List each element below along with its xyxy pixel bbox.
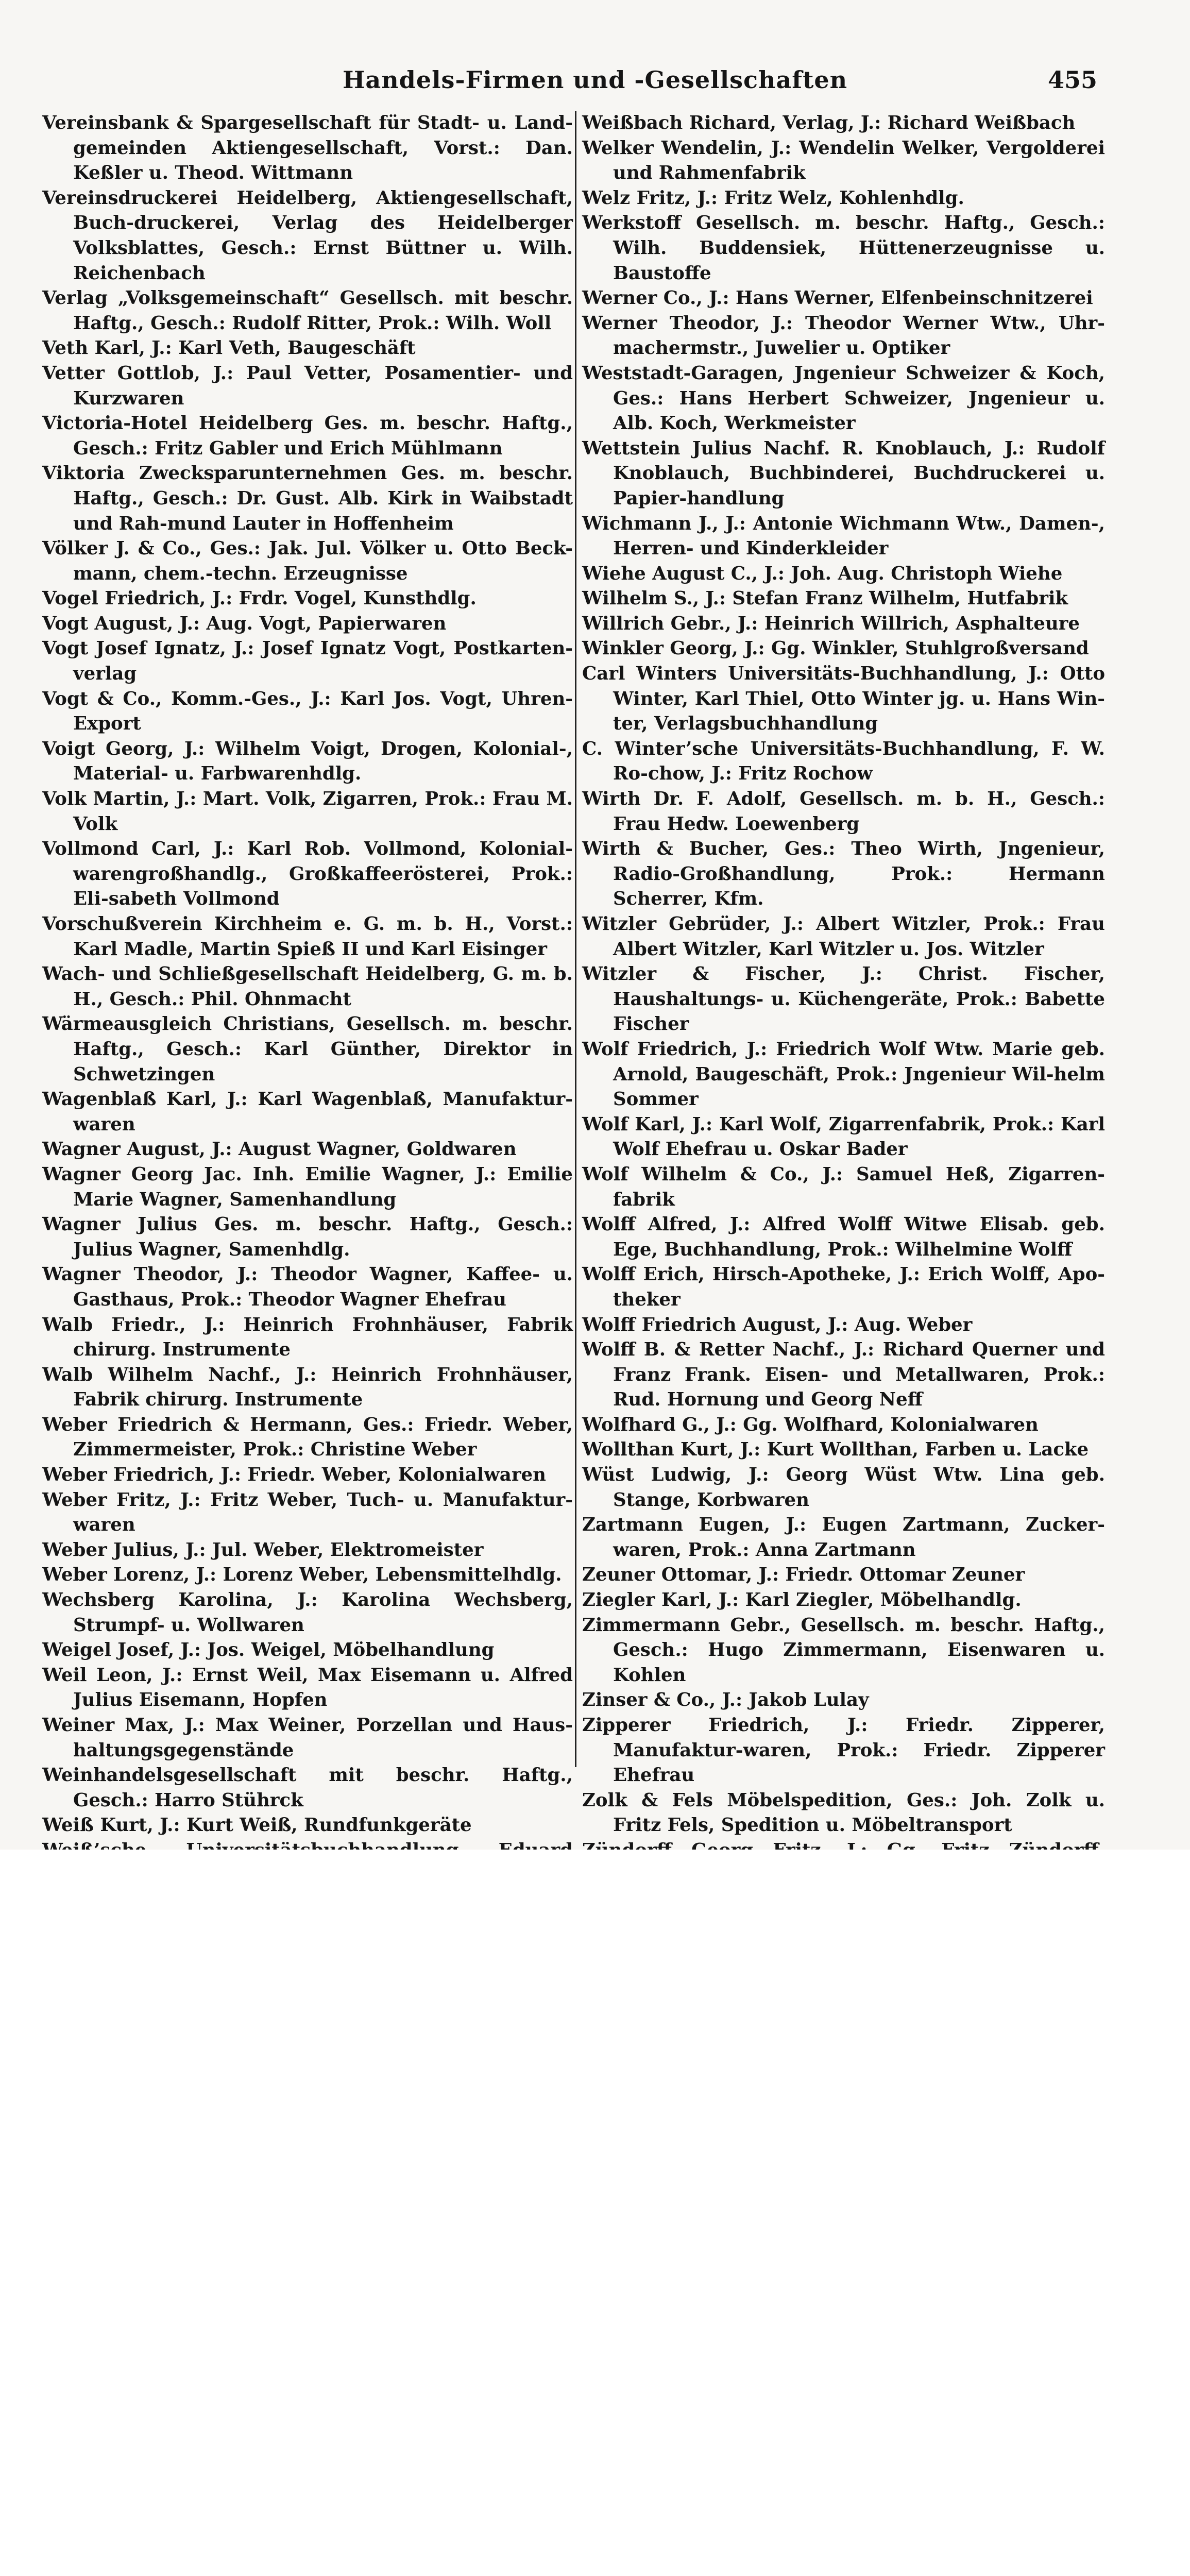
directory-entry: Zartmann Eugen, J.: Eugen Zartmann, Zucker-waren, Prok.: Anna Zartmann: [582, 1514, 1105, 1561]
directory-entry: Victoria-Hotel Heidelberg Ges. m. beschr. Haftg., Gesch.: Fritz Gabler und Erich Mühlmann: [42, 413, 573, 459]
directory-entry: Völker J. & Co., Ges.: Jak. Jul. Völker u. Otto Beck-mann, chem.-techn. Erzeugnisse: [42, 538, 573, 584]
directory-entry: Vereinsbank & Spargesellschaft für Stadt- u. Land-gemeinden Aktiengesellschaft, Vorst.: Dan. Keßler u. Theod. Wittmann: [42, 112, 573, 184]
directory-entry: Weber Lorenz, J.: Lorenz Weber, Lebensmittelhdlg.: [42, 1564, 562, 1586]
directory-entry: Weber Julius, J.: Jul. Weber, Elektromeister: [42, 1539, 484, 1561]
directory-entry: Vereinsdruckerei Heidelberg, Aktiengesellschaft, Buch-druckerei, Verlag des Heidelberger Volksblattes, Gesch.: Ernst Büttner u. Wilh. Reichenbach: [42, 187, 573, 284]
directory-entry: Weber Fritz, J.: Fritz Weber, Tuch- u. Manufaktur-waren: [42, 1489, 573, 1536]
directory-entry: Weiß Kurt, J.: Kurt Weiß, Rundfunkgeräte: [42, 1815, 472, 1836]
directory-entry: Zimmermann Gebr., Gesellsch. m. beschr. Haftg., Gesch.: Hugo Zimmermann, Eisenwaren u. Kohlen: [582, 1614, 1105, 1686]
directory-entry: Voigt Georg, J.: Wilhelm Voigt, Drogen, Kolonial-, Material- u. Farbwarenhdlg.: [42, 738, 573, 785]
page-header-title: Handels-Firmen und -Gesellschaften: [342, 66, 848, 94]
directory-entry: Wolff Alfred, J.: Alfred Wolff Witwe Elisab. geb. Ege, Buchhandlung, Prok.: Wilhelmine Wolff: [582, 1214, 1105, 1260]
directory-entry: Vogel Friedrich, J.: Frdr. Vogel, Kunsthdlg.: [42, 588, 477, 609]
directory-entry: Wüst Ludwig, J.: Georg Wüst Wtw. Lina geb. Stange, Korbwaren: [582, 1464, 1105, 1511]
directory-entry: Zeuner Ottomar, J.: Friedr. Ottomar Zeuner: [582, 1564, 1025, 1586]
directory-entry: Vollmond Carl, J.: Karl Rob. Vollmond, Kolonial-warengroßhandlg., Großkaffeerösterei, Prok.: Eli-sabeth Vollmond: [42, 838, 573, 910]
directory-entry: Weißbach Richard, Verlag, J.: Richard Weißbach: [582, 112, 1076, 133]
directory-entry: Wagner Julius Ges. m. beschr. Haftg., Gesch.: Julius Wagner, Samenhdlg.: [42, 1214, 573, 1260]
directory-entry: Vorschußverein Kirchheim e. G. m. b. H., Vorst.: Karl Madle, Martin Spieß II und Karl Eisinger: [42, 913, 573, 960]
directory-entry: Weiner Max, J.: Max Weiner, Porzellan und Haus-haltungsgegenstände: [42, 1715, 573, 1761]
directory-entry: Wiehe August C., J.: Joh. Aug. Christoph Wiehe: [582, 563, 1063, 584]
directory-entry: Walb Friedr., J.: Heinrich Frohnhäuser, Fabrik chirurg. Instrumente: [42, 1314, 573, 1361]
directory-entry: Witzler & Fischer, J.: Christ. Fischer, Haushaltungs- u. Küchengeräte, Prok.: Babette Fischer: [582, 963, 1105, 1035]
directory-entry: Wolff Friedrich August, J.: Aug. Weber: [582, 1314, 973, 1335]
directory-entry: Veth Karl, J.: Karl Veth, Baugeschäft: [42, 337, 416, 359]
directory-entry: C. Winter’sche Universitäts-Buchhandlung, F. W. Ro-chow, J.: Fritz Rochow: [582, 738, 1105, 785]
directory-entry: Carl Winters Universitäts-Buchhandlung, J.: Otto Winter, Karl Thiel, Otto Winter jg. u. Hans Win-ter, Verlagsbuchhandlung: [582, 663, 1105, 735]
directory-entry: Viktoria Zwecksparunternehmen Ges. m. beschr. Haftg., Gesch.: Dr. Gust. Alb. Kirk in Waibstadt und Rah-mund Lauter in Hoffenheim: [42, 463, 573, 534]
directory-entry: Wagner August, J.: August Wagner, Goldwaren: [42, 1139, 517, 1160]
directory-entry: Weber Friedrich & Hermann, Ges.: Friedr. Weber, Zimmermeister, Prok.: Christine Weber: [42, 1414, 573, 1461]
directory-entry: Verlag „Volksgemeinschaft“ Gesellsch. mit beschr. Haftg., Gesch.: Rudolf Ritter, Prok.: Wilh. Woll: [42, 287, 573, 334]
page-number: 455: [1047, 66, 1097, 94]
directory-entry: Volk Martin, J.: Mart. Volk, Zigarren, Prok.: Frau M. Volk: [42, 788, 573, 835]
directory-entry: Wolf Karl, J.: Karl Wolf, Zigarrenfabrik, Prok.: Karl Wolf Ehefrau u. Oskar Bader: [582, 1113, 1105, 1160]
directory-entry: Wolf Friedrich, J.: Friedrich Wolf Wtw. Marie geb. Arnold, Baugeschäft, Prok.: Jngenieur Wil-helm Sommer: [582, 1038, 1105, 1110]
directory-entry: Wolf Wilhelm & Co., J.: Samuel Heß, Zigarren-fabrik: [582, 1163, 1105, 1210]
directory-entry: Werner Co., J.: Hans Werner, Elfenbeinschnitzerei: [582, 287, 1093, 309]
directory-entry: Werner Theodor, J.: Theodor Werner Wtw., Uhr-machermstr., Juwelier u. Optiker: [582, 312, 1105, 359]
directory-entry: Wichmann J., J.: Antonie Wichmann Wtw., Damen-, Herren- und Kinderkleider: [582, 513, 1105, 560]
directory-entry: Wolff Erich, Hirsch-Apotheke, J.: Erich Wolff, Apo-theker: [582, 1264, 1105, 1310]
directory-entry: Vogt August, J.: Aug. Vogt, Papierwaren: [42, 613, 447, 634]
right-column: [582, 111, 1105, 1938]
directory-entry: Vetter Gottlob, J.: Paul Vetter, Posamentier- und Kurzwaren: [42, 362, 573, 409]
directory-entry: Wettstein Julius Nachf. R. Knoblauch, J.: Rudolf Knoblauch, Buchbinderei, Buchdruckerei u. Papier-handlung: [582, 437, 1105, 509]
directory-entry: Wirth Dr. F. Adolf, Gesellsch. m. b. H., Gesch.: Frau Hedw. Loewenberg: [582, 788, 1105, 835]
directory-entry: Vogt & Co., Komm.-Ges., J.: Karl Jos. Vogt, Uhren-Export: [42, 688, 573, 735]
directory-entry: Weststadt-Garagen, Jngenieur Schweizer & Koch, Ges.: Hans Herbert Schweizer, Jngenieur u. Alb. Koch, Werkmeister: [582, 362, 1105, 434]
directory-entry: Zipperer Friedrich, J.: Friedr. Zipperer, Manufaktur-waren, Prok.: Friedr. Zipperer Ehefrau: [582, 1715, 1105, 1786]
column-divider: [575, 111, 576, 1767]
directory-entry: Ziegler Karl, J.: Karl Ziegler, Möbelhandlg.: [582, 1589, 1022, 1611]
directory-entry: Vogt Josef Ignatz, J.: Josef Ignatz Vogt, Postkarten-verlag: [42, 638, 573, 685]
directory-entry: Werkstoff Gesellsch. m. beschr. Haftg., Gesch.: Wilh. Buddensiek, Hüttenerzeugnisse u. Baustoffe: [582, 212, 1105, 284]
directory-entry: Witzler Gebrüder, J.: Albert Witzler, Prok.: Frau Albert Witzler, Karl Witzler u. Jos. Witzler: [582, 913, 1105, 960]
directory-entry: Wach- und Schließgesellschaft Heidelberg, G. m. b. H., Gesch.: Phil. Ohnmacht: [42, 963, 573, 1010]
left-column: [42, 111, 573, 1888]
directory-entry: Weigel Josef, J.: Jos. Weigel, Möbelhandlung: [42, 1639, 495, 1661]
directory-entry: Wärmeausgleich Christians, Gesellsch. m. beschr. Haftg., Gesch.: Karl Günther, Direktor in Schwetzingen: [42, 1013, 573, 1085]
directory-entry: Wilhelm S., J.: Stefan Franz Wilhelm, Hutfabrik: [582, 588, 1068, 609]
directory-entry: Welz Fritz, J.: Fritz Welz, Kohlenhdlg.: [582, 187, 964, 209]
directory-entry: Weinhandelsgesellschaft mit beschr. Haftg., Gesch.: Harro Stührck: [42, 1765, 573, 1811]
directory-entry: Zolk & Fels Möbelspedition, Ges.: Joh. Zolk u. Fritz Fels, Spedition u. Möbeltransport: [582, 1789, 1105, 1836]
directory-entry: Wagenblaß Karl, J.: Karl Wagenblaß, Manufaktur-waren: [42, 1089, 573, 1135]
directory-entry: Weil Leon, J.: Ernst Weil, Max Eisemann u. Alfred Julius Eisemann, Hopfen: [42, 1664, 573, 1711]
directory-entry: Weber Friedrich, J.: Friedr. Weber, Kolonialwaren: [42, 1464, 546, 1486]
directory-entry: Zinser & Co., J.: Jakob Lulay: [582, 1689, 869, 1711]
directory-entry: Wirth & Bucher, Ges.: Theo Wirth, Jngenieur, Radio-Großhandlung, Prok.: Hermann Scherrer, Kfm.: [582, 838, 1105, 910]
directory-entry: Winkler Georg, J.: Gg. Winkler, Stuhlgroßversand: [582, 638, 1089, 659]
directory-entry: Wolfhard G., J.: Gg. Wolfhard, Kolonialwaren: [582, 1414, 1039, 1435]
directory-entry: Willrich Gebr., J.: Heinrich Willrich, Asphalteure: [582, 613, 1080, 634]
directory-entry: Walb Wilhelm Nachf., J.: Heinrich Frohnhäuser, Fabrik chirurg. Instrumente: [42, 1364, 573, 1411]
directory-entry: Welker Wendelin, J.: Wendelin Welker, Vergolderei und Rahmenfabrik: [582, 137, 1105, 184]
directory-entry: Wollthan Kurt, J.: Kurt Wollthan, Farben u. Lacke: [582, 1439, 1089, 1461]
directory-entry: Wagner Theodor, J.: Theodor Wagner, Kaffee- u. Gasthaus, Prok.: Theodor Wagner Ehefrau: [42, 1264, 573, 1310]
footer: [0, 1850, 1190, 1946]
directory-entry: Wagner Georg Jac. Inh. Emilie Wagner, J.: Emilie Marie Wagner, Samenhandlung: [42, 1163, 573, 1210]
directory-entry: Wechsberg Karolina, J.: Karolina Wechsberg, Strumpf- u. Wollwaren: [42, 1589, 573, 1636]
directory-entry: Wolff B. & Retter Nachf., J.: Richard Querner und Franz Frank. Eisen- und Metallwaren, Prok.: Rud. Hornung und Georg Neff: [582, 1339, 1105, 1411]
